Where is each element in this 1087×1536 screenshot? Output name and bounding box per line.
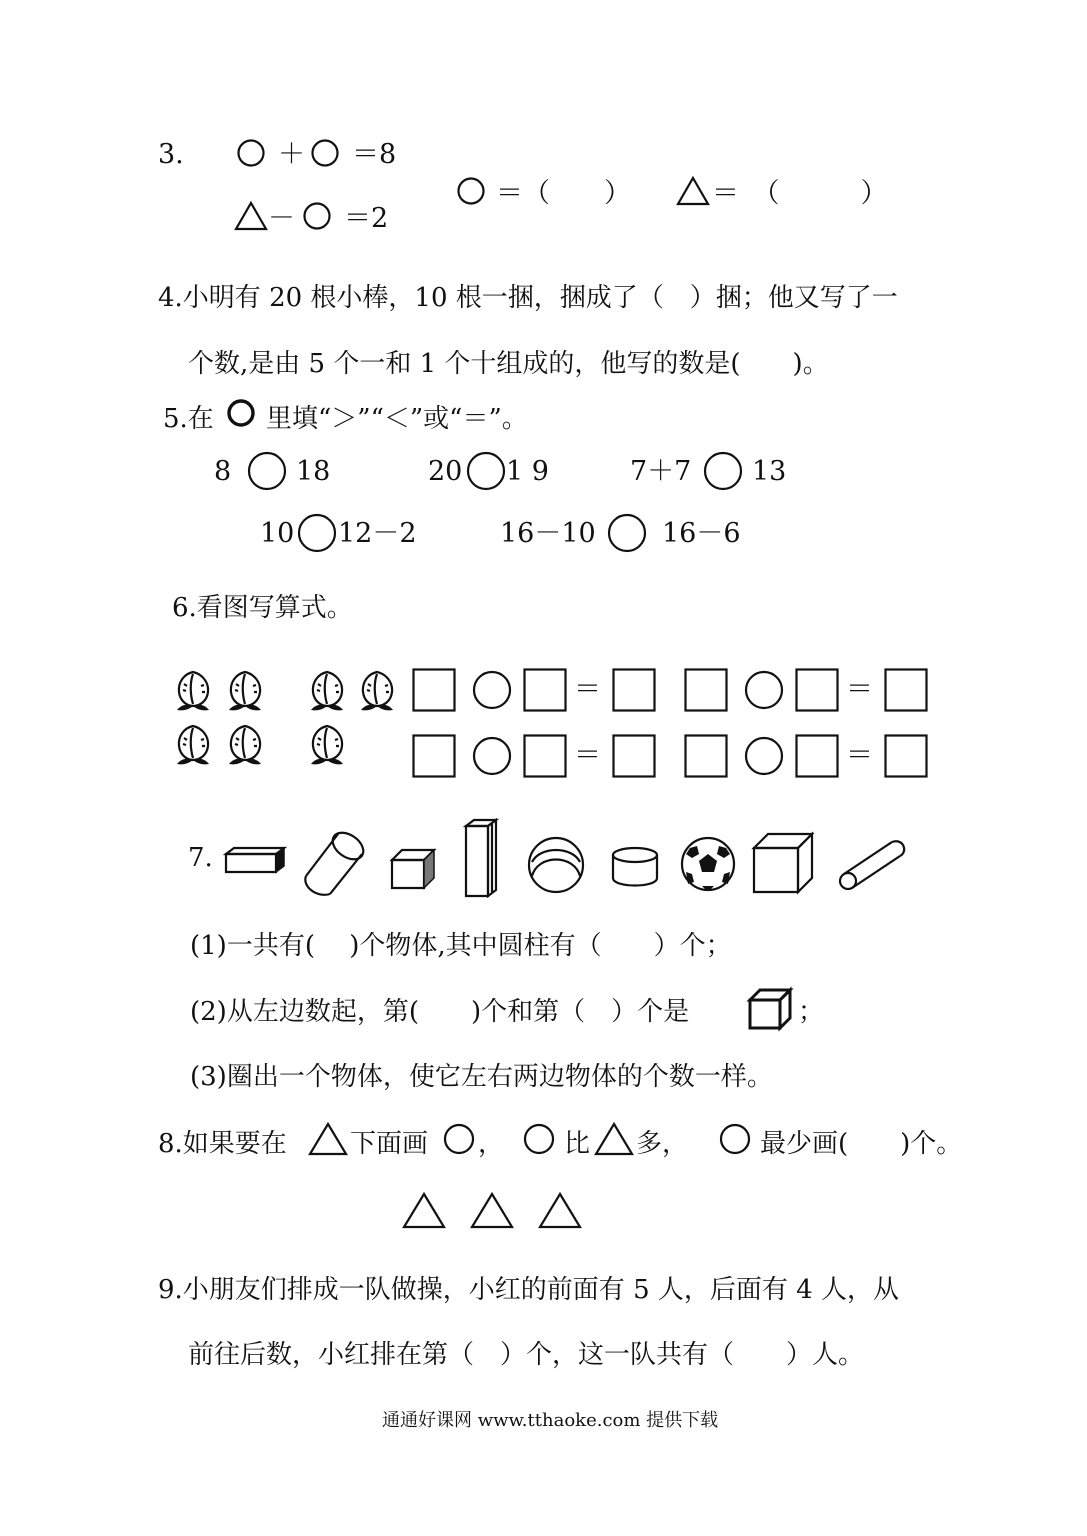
peach-icon	[229, 726, 261, 764]
q4-line2: 个数,是由 5 个一和 1 个十组成的，他写的数是( )。	[188, 349, 829, 379]
q6-title: 6.看图写算式。	[172, 593, 353, 623]
cube-icon[interactable]	[752, 832, 816, 894]
operator-circle[interactable]	[472, 736, 512, 776]
q3-eq1-rhs: ＝8	[352, 139, 397, 170]
q3-plus: ＋	[278, 139, 305, 170]
triangle-icon	[470, 1192, 514, 1230]
circle-icon	[442, 1122, 476, 1156]
peach-icon	[361, 672, 393, 710]
q5-item5-right: 16－6	[662, 518, 741, 549]
peach-icon	[229, 672, 261, 710]
answer-box[interactable]	[684, 734, 728, 778]
triangle-icon	[594, 1122, 634, 1156]
peach-icon	[177, 672, 209, 710]
q7-sub3: (3)圈出一个物体，使它左右两边物体的个数一样。	[190, 1062, 773, 1092]
q5-item2-right: 1 9	[506, 456, 549, 487]
answer-box[interactable]	[795, 668, 839, 712]
peach-icon	[177, 726, 209, 764]
peach-icon	[311, 672, 343, 710]
triangle-icon	[538, 1192, 582, 1230]
q9-line1: 9.小朋友们排成一队做操，小红的前面有 5 人，后面有 4 人，从	[158, 1275, 899, 1305]
equals-sign: ＝	[574, 740, 601, 771]
cylinder-icon[interactable]	[610, 846, 660, 888]
q5-item1-right: 18	[296, 456, 331, 487]
triangle-icon	[402, 1192, 446, 1230]
q5-item1-left: 8	[214, 456, 232, 487]
circle-icon	[310, 138, 340, 168]
answer-box[interactable]	[523, 668, 567, 712]
q5-prefix: 5.在	[163, 404, 214, 434]
compare-circle-blank[interactable]	[606, 512, 648, 554]
q5-item5-left: 16－10	[500, 518, 596, 549]
cube-icon[interactable]	[390, 848, 438, 890]
equals-sign: ＝	[846, 740, 873, 771]
q8-text-6: 最少画( )个。	[760, 1129, 963, 1159]
answer-box[interactable]	[884, 668, 928, 712]
answer-box[interactable]	[612, 668, 656, 712]
triangle-icon	[676, 176, 710, 206]
q3-minus: －	[268, 203, 295, 234]
cuboid-tall-icon[interactable]	[464, 818, 500, 898]
q5-instruction: 里填“＞”“＜”或“＝”。	[266, 404, 528, 434]
triangle-icon	[308, 1122, 348, 1156]
cylinder-icon[interactable]	[302, 828, 370, 898]
q8-text-3: ，	[478, 1129, 505, 1159]
answer-box[interactable]	[412, 734, 456, 778]
q5-item3-left: 7＋7	[630, 456, 692, 487]
answer-box[interactable]	[684, 668, 728, 712]
q4-line1: 4.小明有 20 根小棒，10 根一捆，捆成了（ ）捆；他又写了一	[158, 283, 898, 313]
cuboid-icon[interactable]	[224, 846, 286, 876]
footer-credit: 通通好课网 www.tthaoke.com 提供下载	[382, 1410, 719, 1431]
cylinder-icon[interactable]	[834, 838, 908, 892]
q7-sub1: (1)一共有( )个物体,其中圆柱有（ ）个；	[190, 931, 732, 961]
q5-item4-left: 10	[260, 518, 295, 549]
equals-sign: ＝	[846, 674, 873, 705]
q3-number: 3.	[158, 139, 184, 170]
q7-sub2-end: ；	[798, 997, 825, 1027]
operator-circle[interactable]	[744, 736, 784, 776]
circle-icon	[226, 398, 256, 428]
circle-icon	[302, 201, 332, 231]
soccer-ball-icon[interactable]	[680, 836, 736, 892]
q5-item3-right: 13	[752, 456, 787, 487]
q8-text-2: 下面画	[350, 1129, 429, 1159]
answer-box[interactable]	[612, 734, 656, 778]
compare-circle-blank[interactable]	[296, 512, 338, 554]
q7-number: 7.	[188, 843, 213, 873]
peach-icon	[311, 726, 343, 764]
compare-circle-blank[interactable]	[702, 450, 744, 492]
q5-item4-right: 12－2	[338, 518, 417, 549]
answer-box[interactable]	[523, 734, 567, 778]
circle-icon	[522, 1122, 556, 1156]
q3-answer-circle: ＝（ ）	[496, 178, 631, 209]
ball-icon[interactable]	[524, 836, 588, 894]
circle-icon	[456, 176, 486, 206]
q7-sub2: (2)从左边数起，第( )个和第（ ）个是	[190, 997, 690, 1027]
q3-eq2-rhs: ＝2	[344, 203, 389, 234]
compare-circle-blank[interactable]	[246, 450, 288, 492]
triangle-icon	[234, 201, 268, 231]
q8-text-5: 多，	[636, 1129, 689, 1159]
cube-icon	[748, 988, 794, 1030]
answer-box[interactable]	[412, 668, 456, 712]
equals-sign: ＝	[574, 674, 601, 705]
circle-icon	[718, 1122, 752, 1156]
compare-circle-blank[interactable]	[465, 450, 507, 492]
operator-circle[interactable]	[472, 670, 512, 710]
q9-line2: 前往后数，小红排在第（ ）个，这一队共有（ ）人。	[188, 1340, 865, 1370]
q8-text-1: 8.如果要在	[158, 1129, 287, 1159]
circle-icon	[236, 138, 266, 168]
answer-box[interactable]	[884, 734, 928, 778]
q8-text-4: 比	[564, 1129, 591, 1159]
q5-item2-left: 20	[428, 456, 463, 487]
peach-group	[174, 668, 406, 770]
answer-box[interactable]	[795, 734, 839, 778]
q3-answer-triangle: ＝ （ ）	[712, 178, 888, 209]
operator-circle[interactable]	[744, 670, 784, 710]
